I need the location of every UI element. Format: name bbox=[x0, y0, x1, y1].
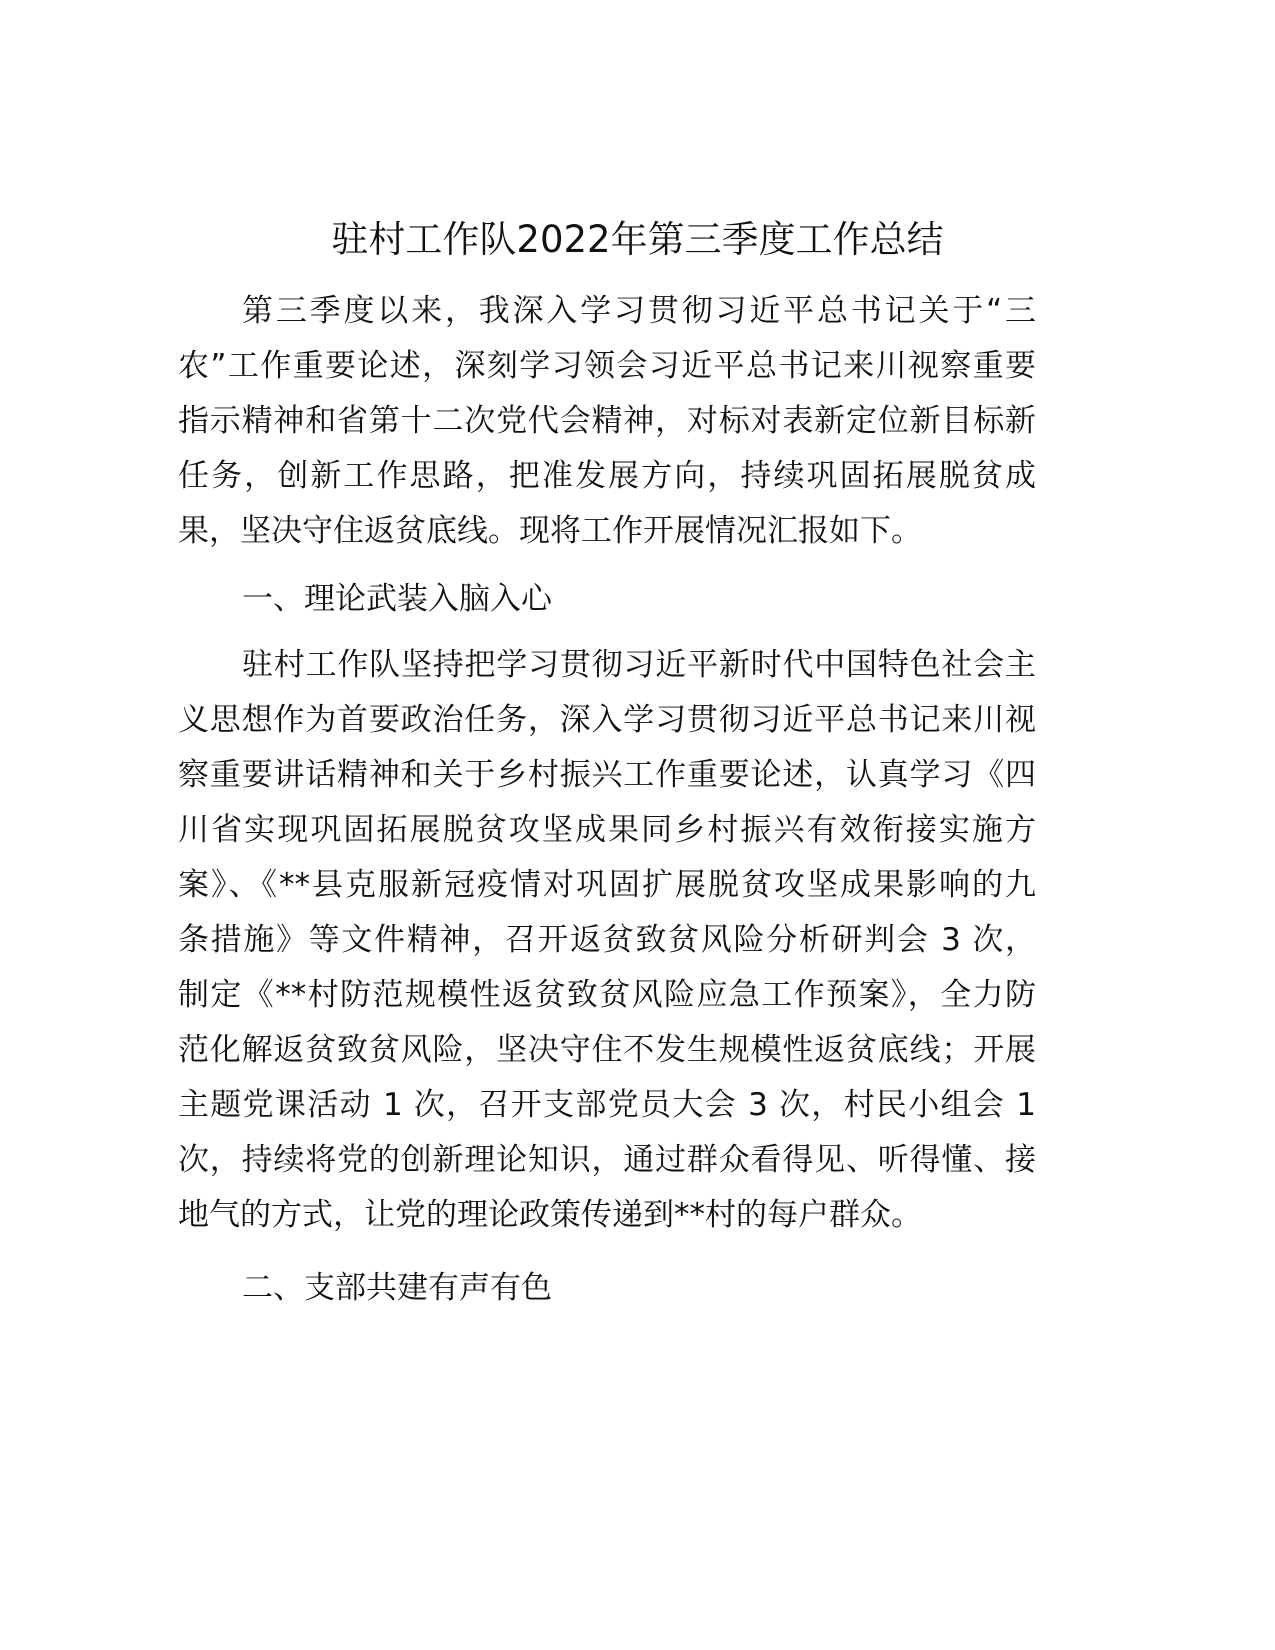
paragraph-line: 指示精神和省第十二次党代会精神，对标对表新定位新目标新 bbox=[178, 403, 1036, 439]
paragraph-line: 范化解返贫致贫风险，坚决守住不发生规模性返贫底线；开展 bbox=[178, 1032, 1036, 1068]
section-heading-2: 二、支部共建有声有色 bbox=[242, 1270, 552, 1306]
section-heading-1: 一、理论武装入脑入心 bbox=[242, 581, 552, 617]
paragraph-line: 任务，创新工作思路，把准发展方向，持续巩固拓展脱贫成 bbox=[178, 458, 1036, 494]
paragraph-line: 条措施》等文件精神，召开返贫致贫风险分析研判会 3 次， bbox=[178, 922, 1036, 958]
paragraph-line: 察重要讲话精神和关于乡村振兴工作重要论述，认真学习《四 bbox=[178, 757, 1036, 793]
document-title: 驻村工作队2022年第三季度工作总结 bbox=[331, 218, 944, 261]
paragraph-line: 次，持续将党的创新理论知识，通过群众看得见、听得懂、接 bbox=[178, 1142, 1036, 1178]
paragraph-line: 果，坚决守住返贫底线。现将工作开展情况汇报如下。 bbox=[178, 513, 922, 549]
paragraph-line: 地气的方式，让党的理论政策传递到**村的每户群众。 bbox=[178, 1197, 922, 1233]
paragraph-line: 制定《**村防范规模性返贫致贫风险应急工作预案》，全力防 bbox=[178, 977, 1036, 1013]
paragraph-line: 驻村工作队坚持把学习贯彻习近平新时代中国特色社会主 bbox=[242, 647, 1036, 683]
intro-paragraph bbox=[178, 284, 1036, 559]
paragraph-line: 案》、《**县克服新冠疫情对巩固扩展脱贫攻坚成果影响的九 bbox=[178, 867, 1036, 903]
paragraph-line: 川省实现巩固拓展脱贫攻坚成果同乡村振兴有效衔接实施方 bbox=[178, 812, 1036, 848]
paragraph-line: 第三季度以来，我深入学习贯彻习近平总书记关于“三 bbox=[242, 293, 1036, 329]
section1-paragraph bbox=[178, 638, 1036, 1243]
paragraph-line: 主题党课活动 1 次，召开支部党员大会 3 次，村民小组会 1 bbox=[178, 1087, 1036, 1123]
paragraph-line: 农”工作重要论述，深刻学习领会习近平总书记来川视察重要 bbox=[178, 348, 1036, 384]
paragraph-line: 义思想作为首要政治任务，深入学习贯彻习近平总书记来川视 bbox=[178, 702, 1036, 738]
